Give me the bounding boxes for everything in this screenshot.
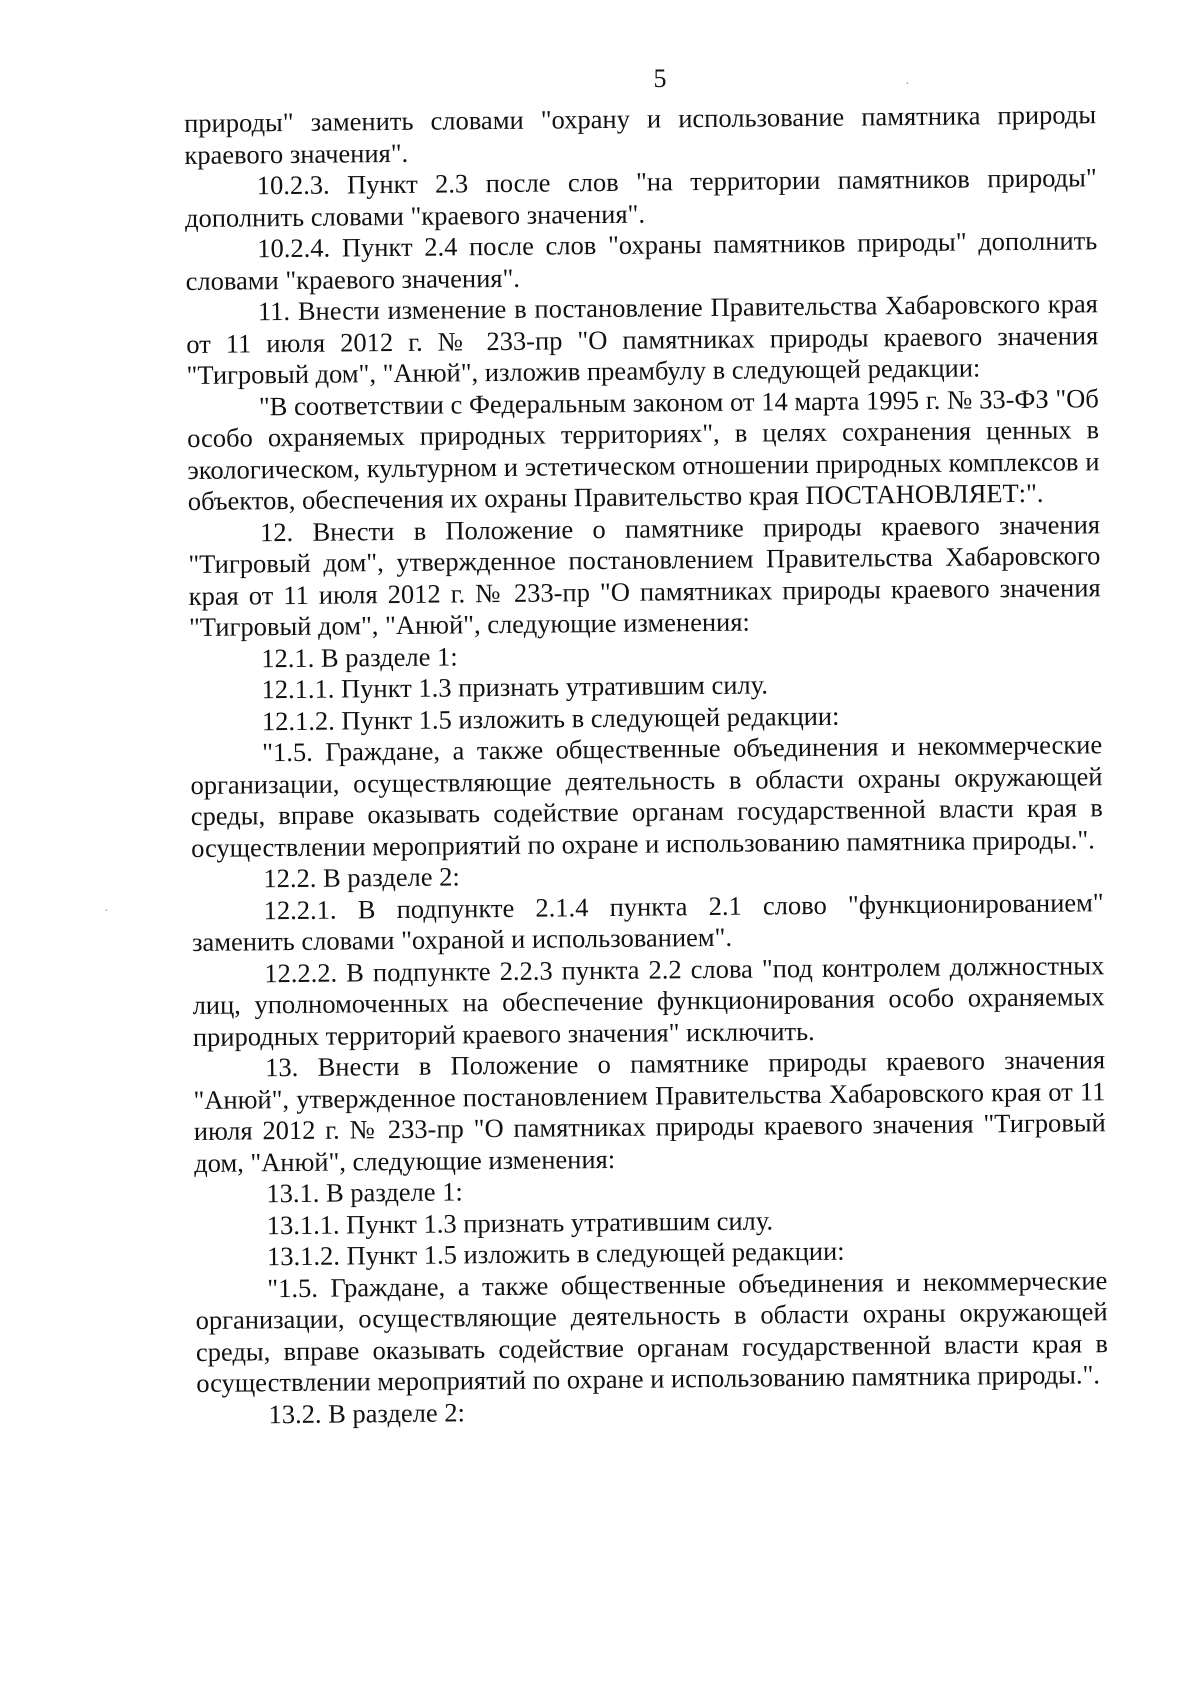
scan-speck: · <box>905 77 910 92</box>
document-body <box>184 99 1109 1431</box>
paragraph-13: 13. Внести в Положение о памятнике природы краевого значения "Анюй", утвержденное постановлением Правительства Хабаровского края от 11 июля 2012 г. № 233-пр "О памятниках природы краевого значения "Тигровый дом, "Анюй", следующие изменения: <box>193 1044 1106 1178</box>
paragraph-13-1: 13.1. В разделе 1: <box>266 1176 463 1209</box>
paragraph-11: 11. Внести изменение в постановление Правительства Хабаровского края от 11 июля 2012 г. № 233-пр "О памятниках природы краевого значения "Тигровый дом", "Анюй", изложив преамбулу в следующей редакции: <box>186 288 1099 390</box>
scan-speck: · <box>104 904 109 919</box>
paragraph-12-2-2: 12.2.2. В подпункте 2.2.3 пункта 2.2 слова "под контролем должностных лиц, уполномоченных на обеспечение функционирования особо охраняемых природных территорий краевого значения" исключить. <box>192 949 1105 1052</box>
paragraph-13-quote-1-5: "1.5. Граждане, а также общественные объединения и некоммерческие организации, осуществляющие деятельность в области охраны окружающей среды, вправе оказывать содействие органам государственной власти края в осуществлении мероприятий по охране и использованию памятника природы.". <box>195 1264 1109 1398</box>
paragraph-12-1: 12.1. В разделе 1: <box>261 640 458 673</box>
paragraph-12-2: 12.2. В разделе 2: <box>263 861 460 894</box>
paragraph-10-2-3: 10.2.3. Пункт 2.3 после слов "на территории памятников природы" дополнить словами "краевого значения". <box>184 162 1097 233</box>
paragraph-12-1-1: 12.1.1. Пункт 1.3 признать утратившим силу. <box>261 669 769 705</box>
paragraph-12-2-1: 12.2.1. В подпункте 2.1.4 пункта 2.1 слово "функционированием" заменить словами "охраной и использованием". <box>191 886 1104 957</box>
paragraph-13-2: 13.2. В разделе 2: <box>268 1396 466 1429</box>
paragraph-12-quote-1-5: "1.5. Граждане, а также общественные объединения и некоммерческие организации, осуществляющие деятельность в области охраны окружающей среды, вправе оказывать содействие органам государственной власти края в осуществлении мероприятий по охране и использованию памятника природы.". <box>190 729 1103 863</box>
paragraph-13-1-2: 13.1.2. Пункт 1.5 изложить в следующей редакции: <box>266 1235 845 1272</box>
paragraph-continuation: природы" заменить словами "охрану и использование памятника природы краевого значения". <box>184 99 1097 170</box>
paragraph-12: 12. Внести в Положение о памятнике природы краевого значения "Тигровый дом", утвержденное постановлением Правительства Хабаровского края от 11 июля 2012 г. № 233-пр "О памятниках природы краевого значения "Тигровый дом", "Анюй", следующие изменения: <box>188 508 1101 642</box>
paragraph-12-1-2: 12.1.2. Пункт 1.5 изложить в следующей редакции: <box>261 700 840 736</box>
paragraph-10-2-4: 10.2.4. Пункт 2.4 после слов "охраны памятников природы" дополнить словами "краевого значения". <box>185 225 1098 296</box>
paragraph-11-preamble-quote: "В соответствии с Федеральным законом от 14 марта 1995 г. № 33-ФЗ "Об особо охраняемых природных территориях", в целях сохранения ценных в экологическом, культурном и эстетическом отношении природных комплексов и объектов, обеспечения их охраны Правительство края ПОСТАНОВЛЯЕТ:". <box>187 382 1100 516</box>
paragraph-13-1-1: 13.1.1. Пункт 1.3 признать утратившим силу. <box>266 1204 774 1240</box>
page-number: 5 <box>653 64 667 93</box>
